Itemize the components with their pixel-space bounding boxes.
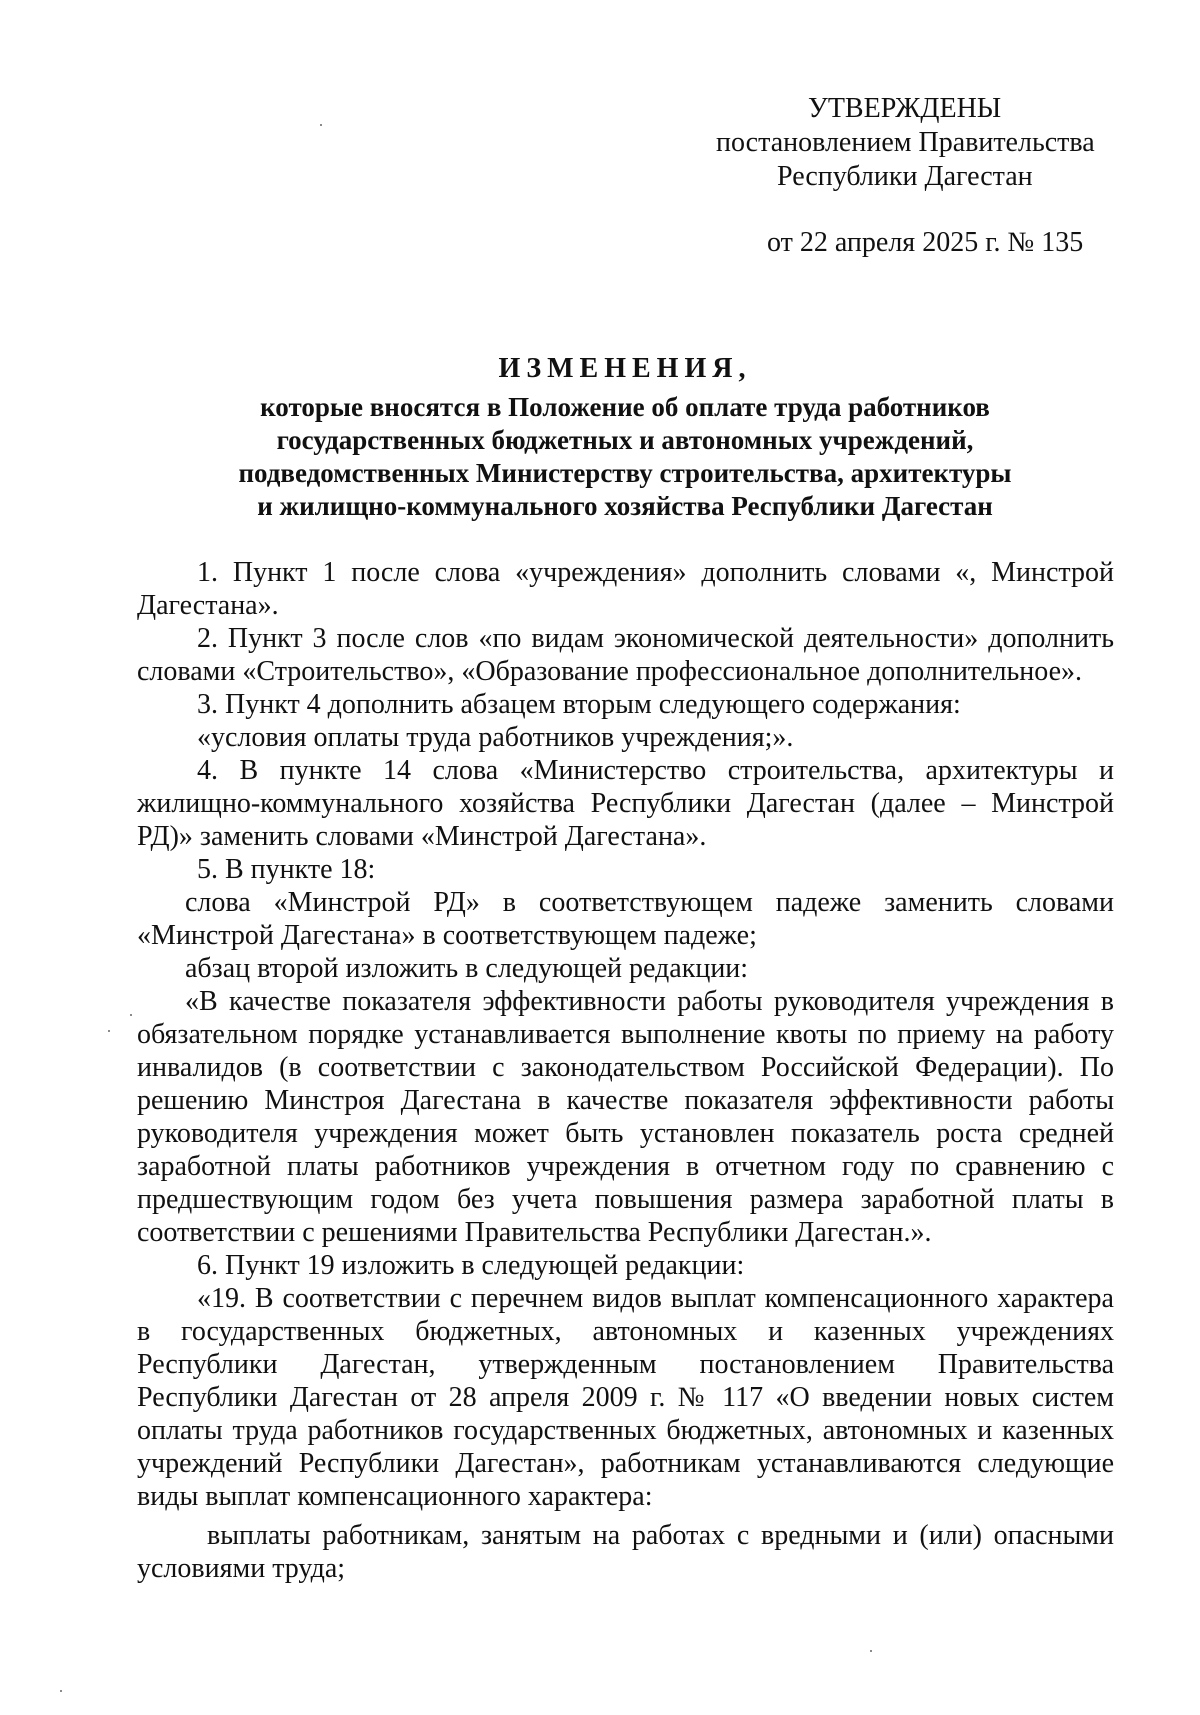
heading-main: ИЗМЕНЕНИЯ, (498, 353, 752, 384)
paragraph-3-quote: «условия оплаты труда работников учреждения;». (197, 722, 794, 753)
heading-line-1: которые вносятся в Положение об оплате труда работников (260, 392, 990, 422)
paragraph-2: 2. Пункт 3 после слов «по видам экономической деятельности» дополнить словами «Строительство», «Образование профессиональное дополнительное». (137, 623, 1114, 687)
heading-line-4: и жилищно-коммунального хозяйства Республики Дагестан (257, 491, 993, 521)
approval-title: УТВЕРЖДЕНЫ (808, 93, 1002, 124)
paragraph-3: 3. Пункт 4 дополнить абзацем вторым следующего содержания: (197, 689, 961, 720)
approval-line-2: Республики Дагестан (777, 161, 1033, 192)
scan-speck (130, 1014, 132, 1016)
approval-stamp-block (660, 92, 1130, 260)
paragraph-5: 5. В пункте 18: (197, 854, 376, 885)
scan-speck (320, 124, 322, 126)
paragraph-5-b: абзац второй изложить в следующей редакции: (185, 953, 749, 984)
paragraph-6-b: выплаты работникам, занятым на работах с вредными и (или) опасными условиями труда; (137, 1520, 1114, 1584)
approval-date: от 22 апреля 2025 г. № 135 (767, 227, 1084, 258)
paragraph-5-c: «В качестве показателя эффективности работы руководителя учреждения в обязательном порядке устанавливается выполнение квоты по приему на работу инвалидов (в соответствии с законодательством Российской Федерации). По решению Минстроя Дагестана в качестве показателя эффективности работы руководителя учреждения может быть установлен показатель роста средней заработной платы работников учреждения в отчетном году по сравнению с предшествующим годом без учета повышения размера заработной платы в соответствии с решениями Правительства Республики Дагестан.». (137, 986, 1114, 1248)
document-heading (130, 352, 1120, 523)
heading-line-2: государственных бюджетных и автономных учреждений, (276, 425, 974, 455)
paragraph-4: 4. В пункте 14 слова «Министерство строительства, архитектуры и жилищно-коммунального хозяйства Республики Дагестан (далее – Минстрой РД)» заменить словами «Минстрой Дагестана». (137, 755, 1114, 852)
scan-speck (870, 1650, 872, 1652)
paragraph-5-a: слова «Минстрой РД» в соответствующем падеже заменить словами «Минстрой Дагестана» в соответствующем падеже; (137, 887, 1114, 951)
approval-line-1: постановлением Правительства (716, 127, 1095, 158)
heading-line-3: подведомственных Министерству строительства, архитектуры (238, 458, 1012, 488)
scan-speck (60, 1690, 62, 1692)
paragraph-1: 1. Пункт 1 после слова «учреждения» дополнить словами «, Минстрой Дагестана». (137, 557, 1114, 621)
document-body (137, 556, 1114, 1585)
paragraph-6: 6. Пункт 19 изложить в следующей редакции: (197, 1250, 745, 1281)
paragraph-6-a: «19. В соответствии с перечнем видов выплат компенсационного характера в государственных бюджетных, автономных и казенных учреждениях Республики Дагестан, утвержденным постановлением Правительства Республики Дагестан от 28 апреля 2009 г. № 117 «О введении новых систем оплаты труда работников государственных бюджетных, автономных и казенных учреждений Республики Дагестан», работникам устанавливаются следующие виды выплат компенсационного характера: (137, 1283, 1114, 1512)
scan-speck (108, 1030, 110, 1032)
